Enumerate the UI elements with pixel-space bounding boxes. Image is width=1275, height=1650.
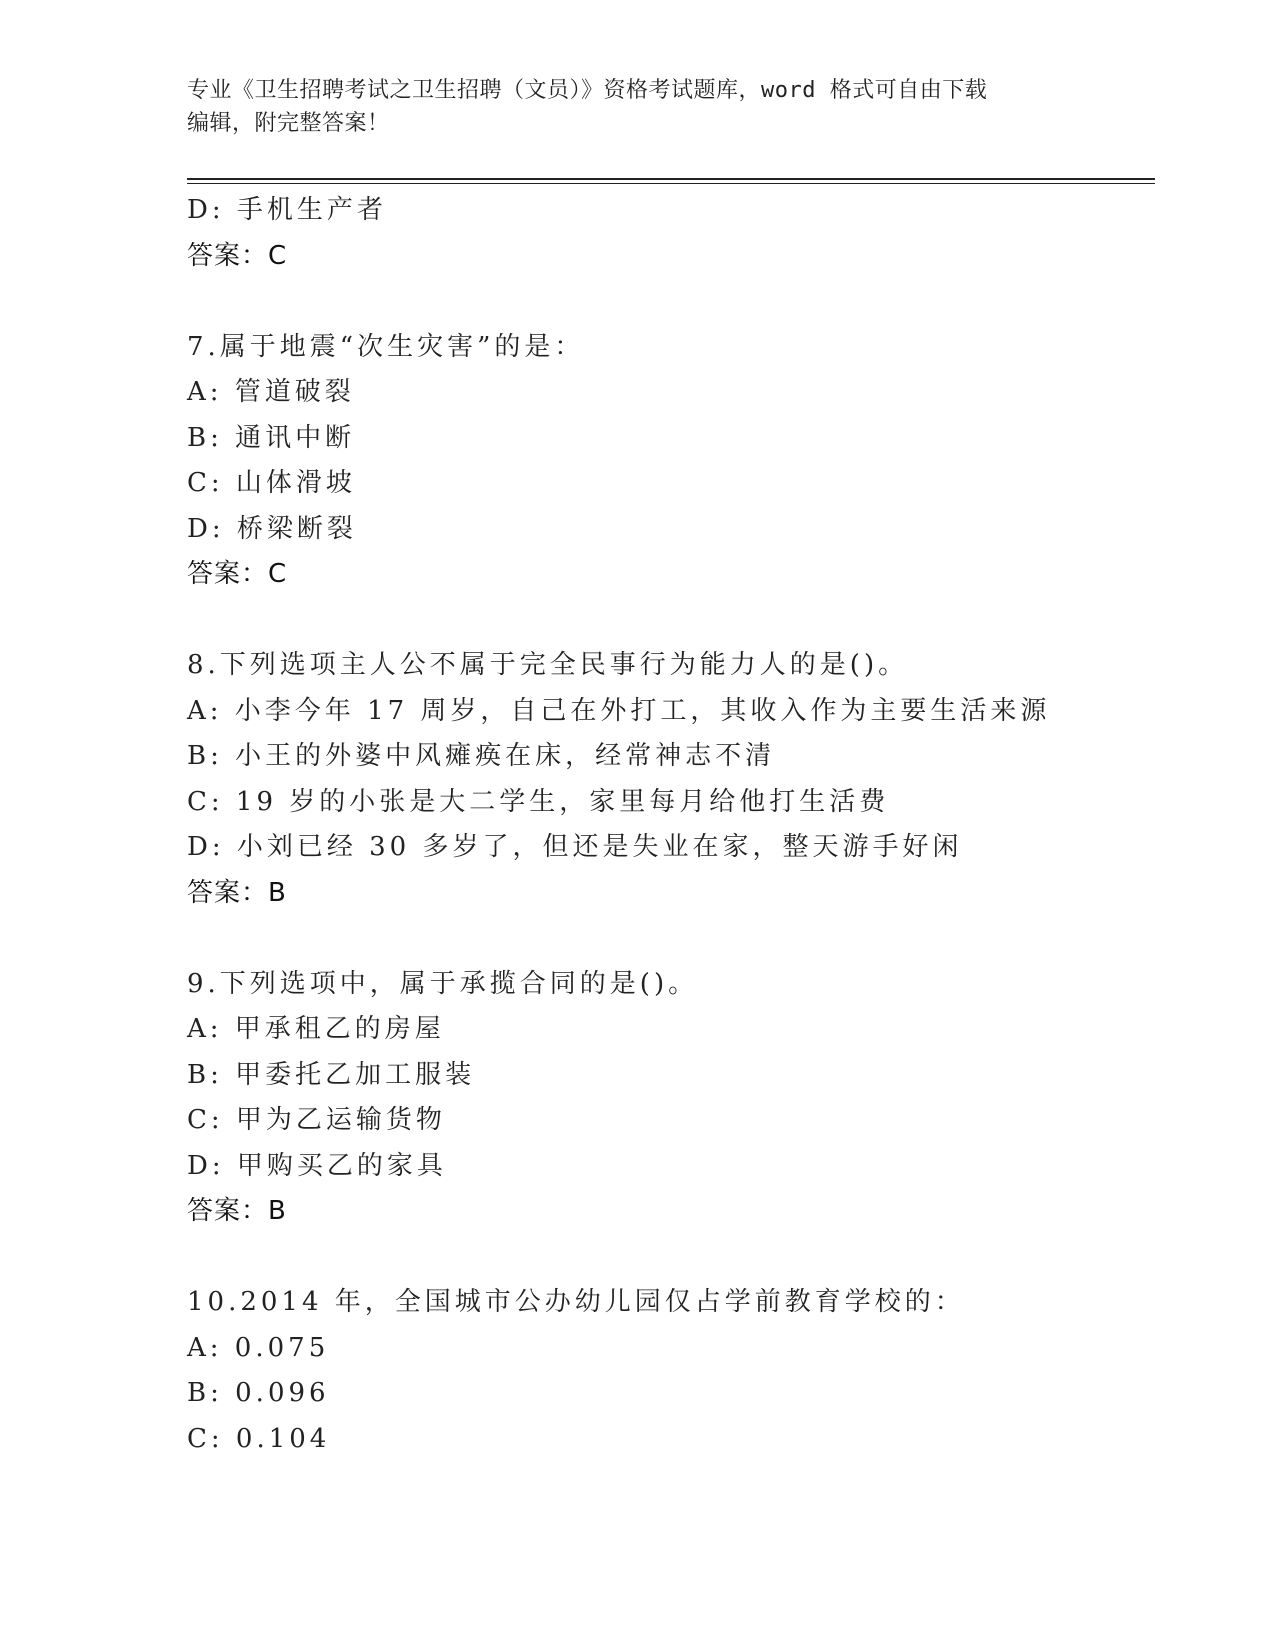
answer-option: B: 通讯中断 bbox=[187, 422, 356, 453]
question-block bbox=[187, 1280, 1155, 1462]
answer-option: C: 甲为乙运输货物 bbox=[187, 1105, 446, 1135]
answer-key: 答案：B bbox=[187, 1196, 287, 1226]
answer-key: 答案：C bbox=[187, 559, 288, 589]
answer-option: D: 桥梁断裂 bbox=[187, 513, 357, 544]
document-header bbox=[187, 74, 1087, 140]
answer-option: C: 山体滑坡 bbox=[187, 468, 356, 498]
answer-option: B: 0.096 bbox=[187, 1378, 330, 1408]
header-line-1: 专业《卫生招聘考试之卫生招聘（文员）》资格考试题库，word 格式可自由下载 bbox=[187, 78, 988, 103]
question-text: 9.下列选项中，属于承揽合同的是()。 bbox=[187, 968, 699, 999]
question-block bbox=[187, 188, 1155, 279]
block-spacer bbox=[187, 1235, 1155, 1281]
question-text: 10.2014 年，全国城市公办幼儿园仅占学前教育学校的： bbox=[187, 1287, 965, 1317]
block-spacer bbox=[187, 598, 1155, 644]
answer-option: D: 小刘已经 30 多岁了，但还是失业在家，整天游手好闲 bbox=[187, 832, 963, 862]
question-block bbox=[187, 643, 1155, 916]
question-block bbox=[187, 325, 1155, 598]
answer-option: B: 小王的外婆中风瘫痪在床，经常神志不清 bbox=[187, 741, 776, 771]
question-block bbox=[187, 962, 1155, 1235]
question-text: 7.属于地震“次生灾害”的是： bbox=[187, 331, 585, 362]
answer-option: B: 甲委托乙加工服装 bbox=[187, 1059, 476, 1090]
answer-option: D: 甲购买乙的家具 bbox=[187, 1150, 447, 1181]
header-line-2: 编辑，附完整答案！ bbox=[187, 111, 390, 136]
header-divider-thin bbox=[187, 183, 1155, 184]
answer-option: D: 手机生产者 bbox=[187, 195, 387, 225]
answer-option: A: 管道破裂 bbox=[187, 377, 355, 407]
question-list bbox=[187, 188, 1155, 1462]
question-text: 8.下列选项主人公不属于完全民事行为能力人的是()。 bbox=[187, 650, 909, 680]
block-spacer bbox=[187, 916, 1155, 962]
header-divider-thick bbox=[187, 178, 1155, 180]
answer-option: C: 19 岁的小张是大二学生，家里每月给他打生活费 bbox=[187, 786, 890, 817]
answer-key: 答案：C bbox=[187, 240, 288, 271]
answer-option: A: 0.075 bbox=[187, 1332, 330, 1363]
answer-option: A: 小李今年 17 周岁，自己在外打工，其收入作为主要生活来源 bbox=[187, 695, 1051, 726]
answer-option: A: 甲承租乙的房屋 bbox=[187, 1014, 445, 1044]
answer-option: C: 0.104 bbox=[187, 1423, 331, 1454]
block-spacer bbox=[187, 279, 1155, 325]
answer-key: 答案：B bbox=[187, 877, 287, 908]
